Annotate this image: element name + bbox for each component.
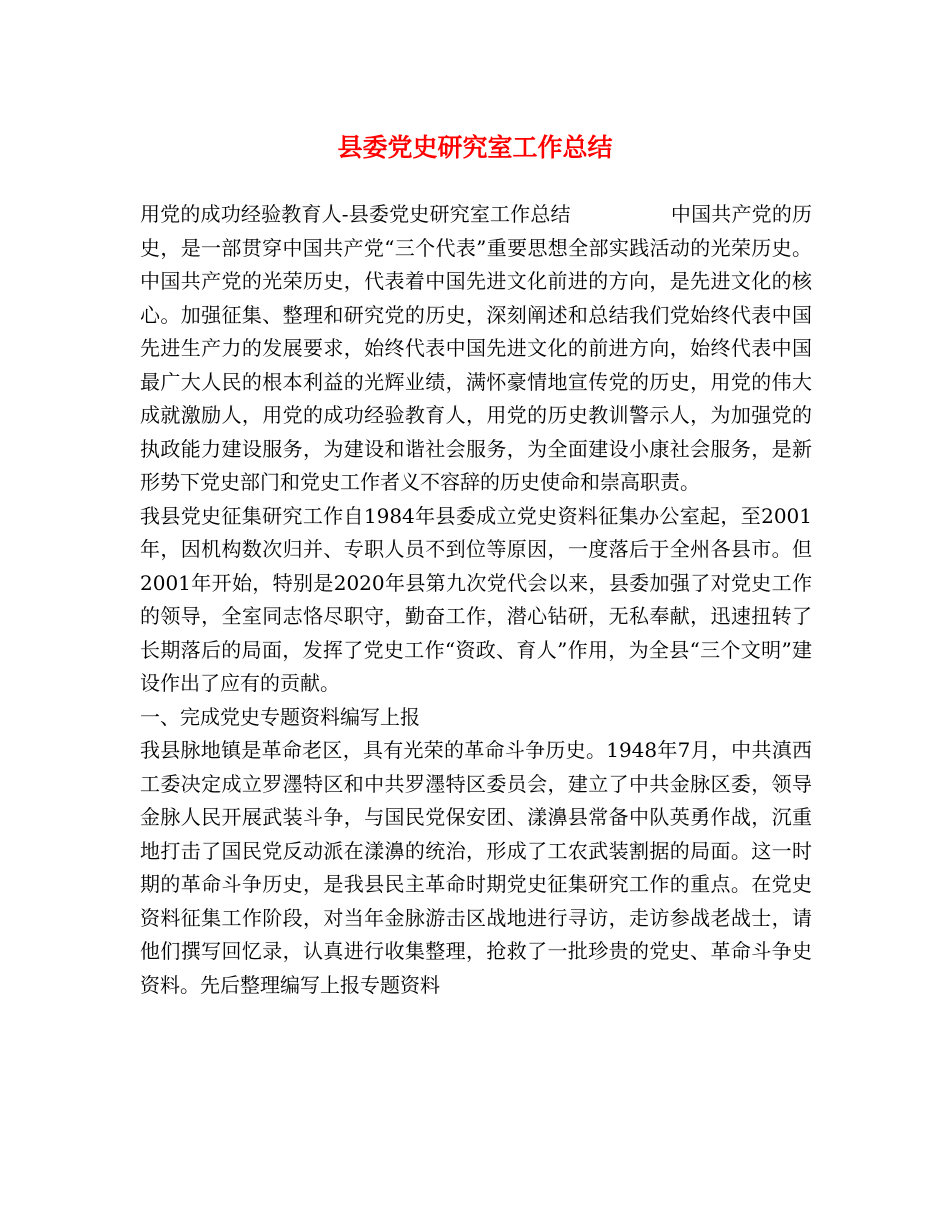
document-title: 县委党史研究室工作总结 [337,133,613,162]
section-heading-1: 一、完成党史专题资料编写上报 [140,704,420,729]
document-body [140,198,812,1002]
paragraph-history: 我县党史征集研究工作自1984年县委成立党史资料征集办公室起，至2001年，因机构数次归并、专职人员不到位等原因，一度落后于全州各县市。但2001年开始，特别是2020年县第九次党代会以来，县委加强了对党史工作的领导，全室同志恪尽职守，勤奋工作，潜心钻研，无私奉献，迅速扭转了长期落后的局面，发挥了党史工作“资政、育人”作用，为全县“三个文明”建设作出了应有的贡献。 [140,503,812,695]
paragraph-intro-text: 中国共产党的历史，是一部贯穿中国共产党“三个代表”重要思想全部实践活动的光荣历史。中国共产党的光荣历史，代表着中国先进文化前进的方向，是先进文化的核心。加强征集、整理和研究党的历史，深刻阐述和总结我们党始终代表中国先进生产力的发展要求，始终代表中国先进文化的前进方向，始终代表中国最广大人民的根本利益的光辉业绩，满怀豪情地宣传党的历史，用党的伟大成就激励人，用党的成功经验教育人，用党的历史教训警示人，为加强党的执政能力建设服务，为建设和谐社会服务，为全面建设小康社会服务，是新形势下党史部门和党史工作者义不容辞的历史使命和崇高职责。 [140,202,812,494]
paragraph-intro-lead: 用党的成功经验教育人-县委党史研究室工作总结 [140,202,571,226]
paragraph-intro [140,198,812,500]
paragraph-revolution: 我县脉地镇是革命老区，具有光荣的革命斗争历史。1948年7月，中共滇西工委决定成立罗濹特区和中共罗濹特区委员会，建立了中共金脉区委，领导金脉人民开展武装斗争，与国民党保安团、漾濞县常备中队英勇作战，沉重地打击了国民党反动派在漾濞的统治，形成了工农武装割据的局面。这一时期的革命斗争历史，是我县民主革命时期党史征集研究工作的重点。在党史资料征集工作阶段，对当年金脉游击区战地进行寻访，走访参战老战士，请他们撰写回忆录，认真进行收集整理，抢救了一批珍贵的党史、革命斗争史资料。先后整理编写上报专题资料 [140,738,812,997]
